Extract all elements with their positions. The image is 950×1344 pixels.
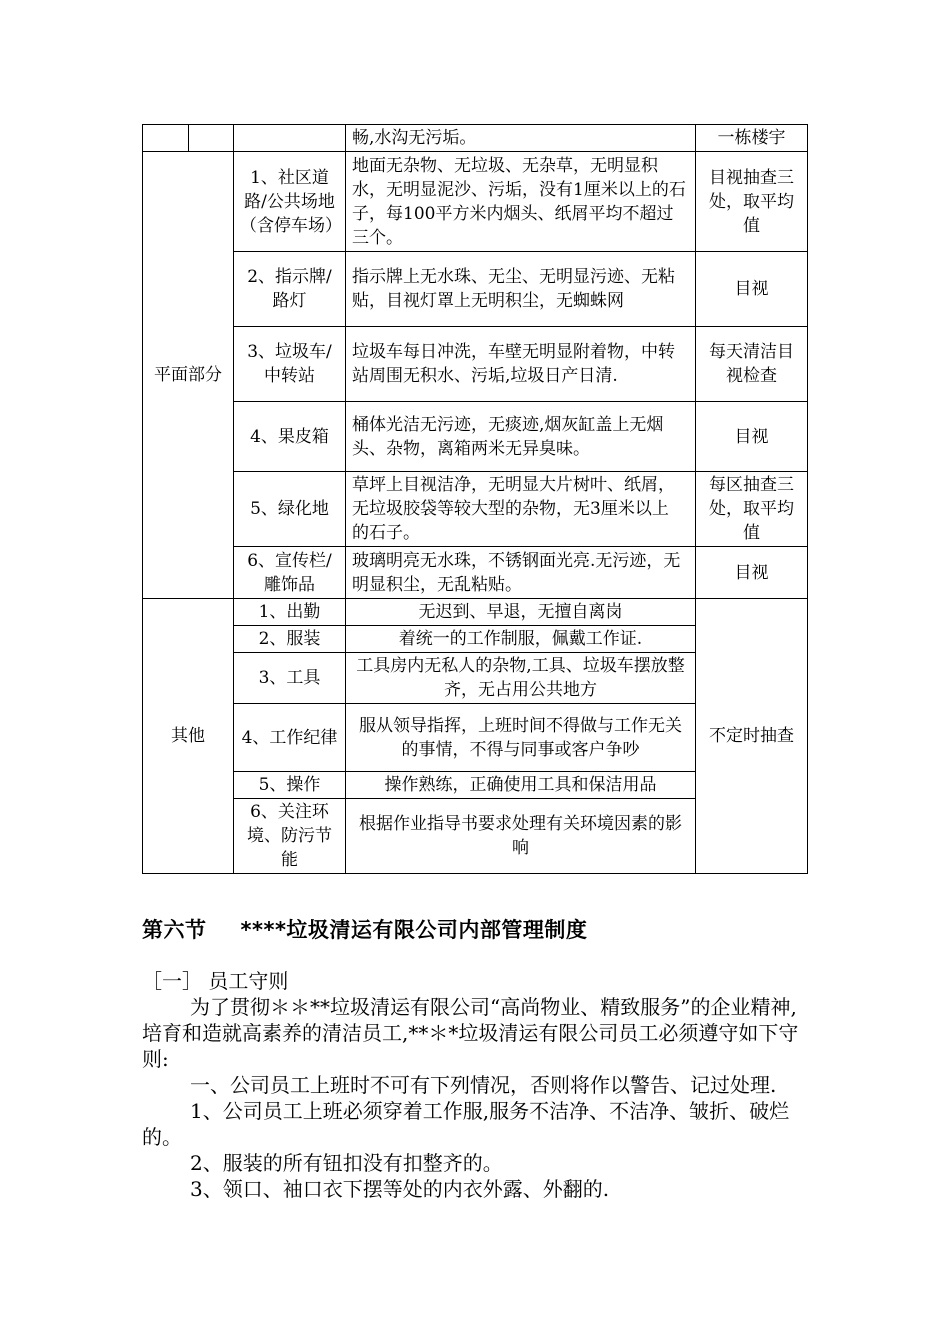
item-name-cell: 3、工具 — [234, 653, 346, 704]
table-row — [143, 252, 808, 327]
cleaning-standards-table — [142, 124, 808, 874]
rule-paragraph: 3、领口、袖口衣下摆等处的内衣外露、外翻的. — [190, 1177, 610, 1201]
empty-cell — [189, 125, 234, 152]
item-name-cell: 1、出勤 — [234, 599, 346, 626]
content-cell: 无迟到、早退，无擅自离岗 — [346, 599, 696, 626]
content-cell: 根据作业指导书要求处理有关环境因素的影响 — [346, 799, 696, 874]
rule-paragraph: 1、公司员工上班必须穿着工作服,服务不洁净、不洁净、皱折、破烂的。 — [142, 1099, 790, 1149]
item-name-cell: 4、工作纪律 — [234, 704, 346, 772]
category-cell: 其他 — [143, 599, 234, 874]
content-cell: 垃圾车每日冲洗，车壁无明显附着物，中转站周围无积水、污垢,垃圾日产日清. — [346, 327, 696, 402]
method-cell: 一栋楼宇 — [696, 125, 808, 152]
method-cell: 每区抽查三处，取平均值 — [696, 472, 808, 547]
content-cell: 玻璃明亮无水珠，不锈钢面光亮.无污迹，无明显积尘，无乱粘贴。 — [346, 547, 696, 599]
content-cell: 地面无杂物、无垃圾、无杂草，无明显积水，无明显泥沙、污垢，没有1厘米以上的石子，每100平方米内烟头、纸屑平均不超过三个。 — [346, 152, 696, 252]
section-title: ****垃圾清运有限公司内部管理制度 — [240, 918, 588, 942]
table-row — [143, 472, 808, 547]
method-cell: 目视抽查三处，取平均值 — [696, 152, 808, 252]
table-row — [143, 599, 808, 626]
subheading: ［一］ 员工守则 — [142, 969, 289, 993]
content-cell: 着统一的工作制服，佩戴工作证. — [346, 626, 696, 653]
content-cell: 桶体光洁无污迹，无痰迹,烟灰缸盖上无烟头、杂物，离箱两米无异臭味。 — [346, 402, 696, 472]
section-heading — [142, 914, 587, 944]
method-cell: 目视 — [696, 547, 808, 599]
item-name-cell: 6、宣传栏/雕饰品 — [234, 547, 346, 599]
item-name-cell: 1、社区道路/公共场地（含停车场） — [234, 152, 346, 252]
intro-paragraph: 为了贯彻＊＊**垃圾清运有限公司“高尚物业、精致服务”的企业精神,培育和造就高素养的清洁员工,**＊*垃圾清运有限公司员工必须遵守如下守则: — [142, 995, 799, 1071]
table-row — [143, 152, 808, 252]
category-cell: 平面部分 — [143, 152, 234, 599]
content-cell: 服从领导指挥，上班时间不得做与工作无关 的事情，不得与同事或客户争吵 — [346, 704, 696, 772]
table-row — [143, 327, 808, 402]
method-cell: 不定时抽查 — [696, 599, 808, 874]
content-cell: 草坪上目视洁净，无明显大片树叶、纸屑， 无垃圾胶袋等较大型的杂物，无3厘米以上 的石子。 — [346, 472, 696, 547]
section-number: 第六节 — [142, 918, 207, 942]
table-row — [143, 402, 808, 472]
method-cell: 每天清洁目视检查 — [696, 327, 808, 402]
item-name-cell: 3、垃圾车/中转站 — [234, 327, 346, 402]
item-name-cell: 2、指示牌/路灯 — [234, 252, 346, 327]
rule-paragraph: 2、服装的所有钮扣没有扣整齐的。 — [190, 1151, 503, 1175]
content-cell: 畅,水沟无污垢。 — [346, 125, 696, 152]
empty-cell — [234, 125, 346, 152]
item-name-cell: 5、操作 — [234, 772, 346, 799]
item-name-cell: 2、服装 — [234, 626, 346, 653]
content-cell: 指示牌上无水珠、无尘、无明显污迹、无粘贴，目视灯罩上无明积尘，无蜘蛛网 — [346, 252, 696, 327]
item-name-cell: 4、果皮箱 — [234, 402, 346, 472]
table-row — [143, 547, 808, 599]
empty-cell — [143, 125, 189, 152]
item-name-cell: 6、关注环境、防污节能 — [234, 799, 346, 874]
content-cell: 工具房内无私人的杂物,工具、垃圾车摆放整齐，无占用公共地方 — [346, 653, 696, 704]
section-body — [142, 968, 807, 1202]
method-cell: 目视 — [696, 402, 808, 472]
method-cell: 目视 — [696, 252, 808, 327]
rule-paragraph: 一、公司员工上班时不可有下列情况，否则将作以警告、记过处理. — [190, 1073, 777, 1097]
table-row — [143, 125, 808, 152]
item-name-cell: 5、绿化地 — [234, 472, 346, 547]
content-cell: 操作熟练，正确使用工具和保洁用品 — [346, 772, 696, 799]
